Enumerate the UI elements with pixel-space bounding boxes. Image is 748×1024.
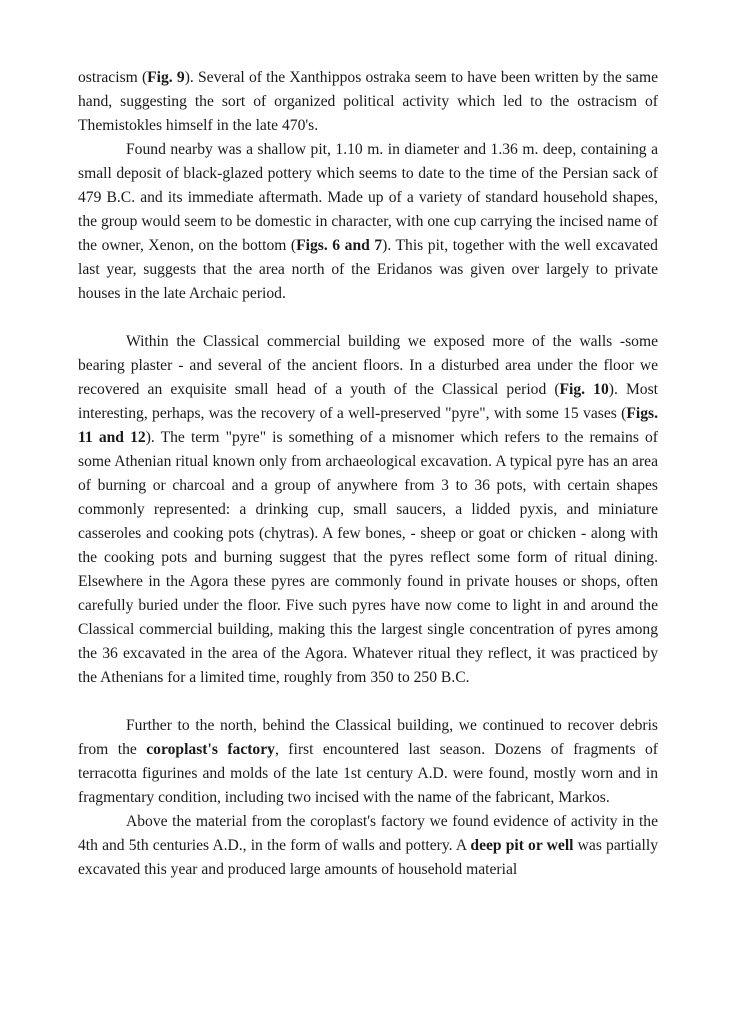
figure-reference: Figs. 6 and 7 bbox=[296, 237, 383, 254]
text-run: Further to the north, behind the Classical building, we continued to recover debris from the bbox=[78, 717, 658, 758]
figure-reference: Fig. 10 bbox=[559, 381, 609, 398]
figure-reference: Figs. 11 and 12 bbox=[78, 405, 658, 446]
text-run: , first encountered last season. Dozens of fragments of terracotta figurines and molds of the late 1st century A.D. were found, mostly worn and in fragmentary condition, including two incised with the name of the fabricant, Markos. bbox=[78, 741, 658, 806]
document-page bbox=[78, 66, 658, 882]
text-run: ). This pit, together with the well excavated last year, suggests that the area north of the Eridanos was given over largely to private houses in the late Archaic period. bbox=[78, 237, 658, 302]
text-run: Within the Classical commercial building we exposed more of the walls -some bearing plaster - and several of the ancient floors. In a disturbed area under the floor we recovered an exquisite small head of a youth of the Classical period ( bbox=[78, 333, 658, 398]
text-run: ). Several of the Xanthippos ostraka seem to have been written by the same hand, suggesting the sort of organized political activity which led to the ostracism of Themistokles himself in the late 470's. bbox=[78, 69, 659, 134]
paragraph-shallow-pit bbox=[78, 138, 658, 306]
text-run: ). Most interesting, perhaps, was the recovery of a well-preserved "pyre", with some 15 vases ( bbox=[78, 381, 659, 422]
text-run: was partially excavated this year and produced large amounts of household material bbox=[78, 837, 658, 878]
text-run: Found nearby was a shallow pit, 1.10 m. in diameter and 1.36 m. deep, containing a small deposit of black-glazed pottery which seems to date to the time of the Persian sack of 479 B.C. and its immediate aftermath. Made up of a variety of standard household shapes, the group would seem to be domestic in character, with one cup carrying the incised name of the owner, Xenon, on the bottom ( bbox=[78, 141, 658, 254]
figure-reference: Fig. 9 bbox=[147, 69, 185, 86]
text-run: ). The term "pyre" is something of a misnomer which refers to the remains of some Athenian ritual known only from archaeological excavation. A typical pyre has an area of burning or charcoal and a group of anywhere from 3 to 36 pots, with certain shapes commonly represented: a drinking cup, small saucers, a lidded pyxis, and miniature casseroles and cooking pots (chytras). A few bones, - sheep or goat or chicken - along with the cooking pots and burning suggest that the pyres reflect some form of ritual dining. Elsewhere in the Agora these pyres are commonly found in private houses or shops, often carefully buried under the floor. Five such pyres have now come to light in and around the Classical commercial building, making this the largest single concentration of pyres among the 36 excavated in the area of the Agora. Whatever ritual they reflect, it was practiced by the Athenians for a limited time, roughly from 350 to 250 B.C. bbox=[78, 429, 658, 686]
paragraph-ostracism bbox=[78, 66, 658, 138]
highlighted-term: deep pit or well bbox=[470, 837, 574, 854]
text-run: ostracism ( bbox=[78, 69, 148, 86]
paragraph-later-activity bbox=[78, 810, 658, 882]
highlighted-term: coroplast's factory bbox=[146, 741, 275, 758]
paragraph-coroplast-factory bbox=[78, 714, 658, 810]
paragraph-commercial-building bbox=[78, 330, 658, 690]
text-run: Above the material from the coroplast's factory we found evidence of activity in the 4th and 5th centuries A.D., in the form of walls and pottery. A bbox=[78, 813, 658, 854]
